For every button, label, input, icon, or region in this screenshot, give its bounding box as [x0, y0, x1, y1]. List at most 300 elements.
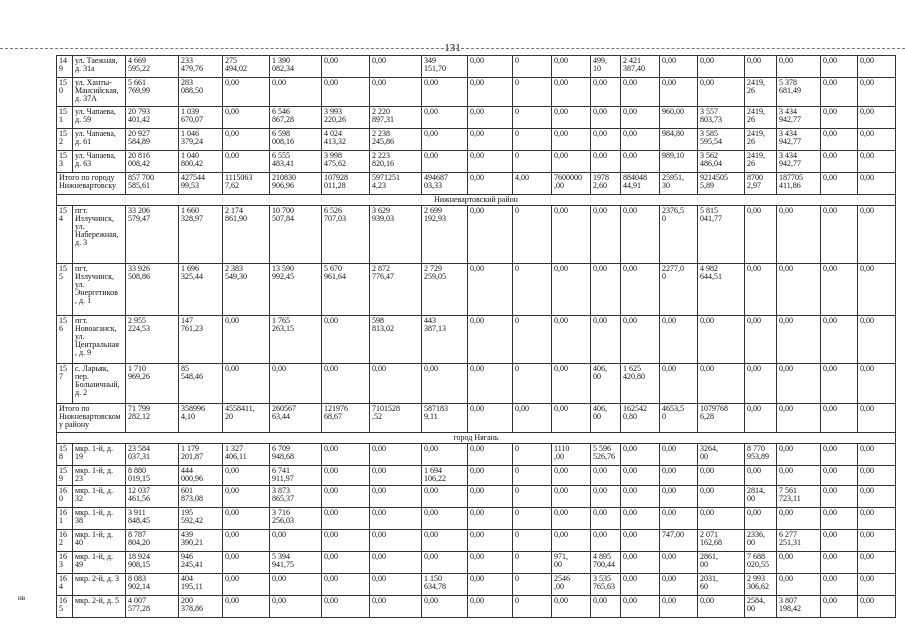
table-cell: 0 — [513, 444, 552, 466]
table-cell: 0,00 — [591, 107, 621, 129]
table-row — [57, 56, 896, 78]
table-cell: 1 696 325,44 — [179, 264, 223, 316]
table-cell: 0,00 — [370, 530, 422, 552]
table-cell: 0,00 — [821, 129, 858, 151]
table-cell: 0,00 — [422, 552, 468, 574]
table-cell: 0,00 — [322, 486, 370, 508]
table-cell: 0,00 — [745, 56, 777, 78]
table-cell: 2277,0 0 — [660, 264, 698, 316]
table-cell: ул. Ханты- Мансийская, д. 37А — [73, 78, 126, 107]
table-cell: 16 0 — [57, 486, 73, 508]
total-label: Итого по Нижневартовском у району — [57, 404, 126, 433]
table-cell: 7 561 723,11 — [777, 486, 821, 508]
table-cell: 20 927 584,89 — [126, 129, 179, 151]
section-title: Нижневартовский район — [57, 195, 896, 206]
table-cell: 85 548,46 — [179, 364, 223, 404]
table-cell: 5 815 041,77 — [698, 206, 745, 264]
table-cell: 260567 63,44 — [270, 404, 322, 433]
table-cell: 1079768 6,28 — [698, 404, 745, 433]
table-cell: 3 998 475,62 — [322, 151, 370, 173]
table-cell: 0,00 — [660, 508, 698, 530]
table-cell: ул. Таежная, д. 31а — [73, 56, 126, 78]
table-cell: 0,00 — [223, 78, 270, 107]
table-cell: 0,00 — [322, 574, 370, 596]
table-cell: 0,00 — [858, 552, 896, 574]
table-cell: мкр. 1-й, д. 49 — [73, 552, 126, 574]
table-cell: 8 083 902,14 — [126, 574, 179, 596]
table-cell: 2584, 00 — [745, 596, 777, 618]
table-cell: 1115063 7,62 — [223, 173, 270, 195]
table-cell: 0,00 — [698, 316, 745, 364]
table-cell: 4 007 577,28 — [126, 596, 179, 618]
table-cell: с. Ларьяк, пер. Больничный, д. 2 — [73, 364, 126, 404]
table-cell: 0,00 — [745, 404, 777, 433]
table-cell: 0,00 — [223, 466, 270, 486]
table-cell: 4653,5 0 — [660, 404, 698, 433]
section-title: город Нягань — [57, 433, 896, 444]
table-cell: 0,00 — [468, 508, 513, 530]
table-cell: 0,00 — [777, 574, 821, 596]
table-cell: 0,00 — [591, 206, 621, 264]
table-cell: 1 039 670,07 — [179, 107, 223, 129]
table-row — [57, 444, 896, 466]
table-cell: 2419, 26 — [745, 107, 777, 129]
table-cell: 2 955 224,53 — [126, 316, 179, 364]
table-cell: 5 596 526,76 — [591, 444, 621, 466]
table-cell: 1 625 420,80 — [621, 364, 660, 404]
table-cell: 0,00 — [370, 78, 422, 107]
table-cell: 601 873,08 — [179, 486, 223, 508]
table-cell: 0,00 — [777, 364, 821, 404]
table-cell: 4,00 — [513, 173, 552, 195]
table-cell: 494687 03,33 — [422, 173, 468, 195]
table-row — [57, 316, 896, 364]
table-cell: 2419, 26 — [745, 78, 777, 107]
table-cell: 1 046 379,24 — [179, 129, 223, 151]
table-cell: 0,00 — [660, 56, 698, 78]
table-cell: 2861, 00 — [698, 552, 745, 574]
table-row — [57, 466, 896, 486]
table-cell: 6 709 948,68 — [270, 444, 322, 466]
table-cell: 443 387,13 — [422, 316, 468, 364]
table-cell: 3 873 865,37 — [270, 486, 322, 508]
table-cell: 0,00 — [370, 56, 422, 78]
table-cell: 857 700 585,61 — [126, 173, 179, 195]
table-row — [57, 364, 896, 404]
table-cell: 1 040 800,42 — [179, 151, 223, 173]
table-cell: 349 151,70 — [422, 56, 468, 78]
table-cell: 0,00 — [621, 552, 660, 574]
table-cell: 0 — [513, 552, 552, 574]
table-cell: 200 378,86 — [179, 596, 223, 618]
table-cell: 0,00 — [621, 78, 660, 107]
table-cell: 0,00 — [698, 78, 745, 107]
table-cell: 13 590 992,45 — [270, 264, 322, 316]
table-cell: 0,00 — [858, 530, 896, 552]
table-row — [57, 530, 896, 552]
table-cell: 0,00 — [698, 596, 745, 618]
table-cell: 0,00 — [370, 508, 422, 530]
table-cell: 960,00 — [660, 107, 698, 129]
table-row — [57, 264, 896, 316]
table-cell: 0,00 — [468, 173, 513, 195]
table-cell: 0,00 — [322, 530, 370, 552]
table-cell: 0,00 — [223, 129, 270, 151]
table-cell: 0,00 — [468, 466, 513, 486]
table-cell: 5 378 681,49 — [777, 78, 821, 107]
table-cell: 0,00 — [223, 530, 270, 552]
table-cell: 0,00 — [370, 364, 422, 404]
table-cell: 10 700 507,84 — [270, 206, 322, 264]
table-cell: ул. Чапаева, д. 63 — [73, 151, 126, 173]
table-cell: 6 598 008,16 — [270, 129, 322, 151]
table-cell: 2 220 897,31 — [370, 107, 422, 129]
table-cell: 5 670 961,64 — [322, 264, 370, 316]
table-cell: 0,00 — [821, 596, 858, 618]
table-cell: 0,00 — [621, 444, 660, 466]
table-cell: 1 660 328,97 — [179, 206, 223, 264]
table-cell: 0,00 — [698, 466, 745, 486]
table-cell: 0,00 — [858, 129, 896, 151]
table-cell: 0,00 — [591, 316, 621, 364]
table-cell: 0,00 — [821, 173, 858, 195]
table-cell: 0,00 — [821, 56, 858, 78]
table-cell: 0,00 — [777, 552, 821, 574]
table-cell: 0,00 — [821, 486, 858, 508]
table-cell: 0,00 — [322, 56, 370, 78]
table-cell: 0,00 — [468, 78, 513, 107]
table-cell: 0,00 — [468, 404, 513, 433]
table-cell: 0,00 — [270, 78, 322, 107]
table-cell: 0,00 — [322, 552, 370, 574]
table-cell: 0,00 — [858, 173, 896, 195]
table-cell: 233 479,76 — [179, 56, 223, 78]
table-cell: 3 434 942,77 — [777, 107, 821, 129]
table-cell: 0,00 — [270, 530, 322, 552]
table-cell: 427544 99,53 — [179, 173, 223, 195]
table-cell: 0,00 — [858, 151, 896, 173]
table-cell: 0,00 — [858, 466, 896, 486]
table-cell: 15 8 — [57, 444, 73, 466]
table-cell: 2 238 245,86 — [370, 129, 422, 151]
table-cell: 3 911 848,45 — [126, 508, 179, 530]
table-cell: 0,00 — [370, 444, 422, 466]
table-cell: 971, 00 — [552, 552, 591, 574]
table-cell: 0,00 — [422, 78, 468, 107]
table-cell: 0,00 — [777, 264, 821, 316]
table-cell: пгт. Новоаганск, ул. Центральная , д. 9 — [73, 316, 126, 364]
total-row — [57, 173, 896, 195]
table-cell: 0,00 — [698, 56, 745, 78]
table-cell: 0,00 — [468, 107, 513, 129]
table-cell: 0,00 — [621, 264, 660, 316]
table-cell: 0,00 — [552, 466, 591, 486]
table-cell: 0,00 — [223, 151, 270, 173]
table-cell: 2419, 26 — [745, 151, 777, 173]
footer-mark: нв — [18, 594, 26, 602]
table-cell: 0,00 — [422, 151, 468, 173]
table-cell: 0,00 — [745, 316, 777, 364]
table-cell: 6 555 483,41 — [270, 151, 322, 173]
table-cell: 0,00 — [745, 206, 777, 264]
table-cell: 0,00 — [660, 466, 698, 486]
table-cell: 0,00 — [821, 574, 858, 596]
table-cell: 0,00 — [777, 404, 821, 433]
table-cell: 2 993 306,62 — [745, 574, 777, 596]
table-cell: 0 — [513, 151, 552, 173]
table-cell: мкр. 1-й, д. 32 — [73, 486, 126, 508]
table-cell: 406, 00 — [591, 364, 621, 404]
table-cell: 0,00 — [821, 316, 858, 364]
table-cell: 15 0 — [57, 78, 73, 107]
table-cell: 0,00 — [745, 364, 777, 404]
header-rule — [0, 48, 905, 49]
table-row — [57, 206, 896, 264]
table-cell: 0,00 — [223, 107, 270, 129]
table-cell: 0,00 — [858, 486, 896, 508]
total-label: Итого по городу Нижневартовску — [57, 173, 126, 195]
table-row — [57, 508, 896, 530]
table-cell: 107928 011,28 — [322, 173, 370, 195]
table-cell: 0,00 — [552, 129, 591, 151]
table-cell: 0,00 — [223, 486, 270, 508]
table-row — [57, 486, 896, 508]
table-cell: 984,80 — [660, 129, 698, 151]
table-cell: 15 2 — [57, 129, 73, 151]
table-cell: мкр. 1-й, д. 40 — [73, 530, 126, 552]
table-cell: 0,00 — [552, 206, 591, 264]
table-cell: 0,00 — [621, 574, 660, 596]
table-cell: 25951, 30 — [660, 173, 698, 195]
table-cell: 0,00 — [422, 530, 468, 552]
table-cell: 0,00 — [591, 596, 621, 618]
table-cell: 0,00 — [591, 508, 621, 530]
table-cell: 0,00 — [660, 552, 698, 574]
table-cell: 0,00 — [858, 264, 896, 316]
table-cell: 747,00 — [660, 530, 698, 552]
table-cell: 6 526 707,03 — [322, 206, 370, 264]
table-cell: 0,00 — [591, 151, 621, 173]
table-cell: 0,00 — [468, 129, 513, 151]
table-cell: 0,00 — [468, 530, 513, 552]
table-cell: 4 024 413,32 — [322, 129, 370, 151]
table-cell: 0,00 — [621, 596, 660, 618]
table-cell: 0,00 — [621, 206, 660, 264]
table-cell: 4 982 644,51 — [698, 264, 745, 316]
table-cell: 3 562 486,04 — [698, 151, 745, 173]
table-cell: 0,00 — [858, 107, 896, 129]
table-cell: 0,00 — [777, 444, 821, 466]
table-cell: 0,00 — [821, 552, 858, 574]
table-cell: 16 2 — [57, 530, 73, 552]
table-cell: 0,00 — [698, 508, 745, 530]
table-row — [57, 552, 896, 574]
table-cell: 0,00 — [621, 486, 660, 508]
table-cell: 0,00 — [621, 508, 660, 530]
table-cell: 1 179 201,87 — [179, 444, 223, 466]
table-cell: 0 — [513, 264, 552, 316]
table-cell: 0,00 — [745, 508, 777, 530]
table-cell: 884048 44,91 — [621, 173, 660, 195]
table-cell: 0,00 — [698, 486, 745, 508]
table-cell: 5971251 4,23 — [370, 173, 422, 195]
table-cell: 0,00 — [223, 508, 270, 530]
table-cell: 2 872 776,47 — [370, 264, 422, 316]
data-table — [56, 55, 896, 618]
table-cell: 0 — [513, 574, 552, 596]
table-cell: 0,00 — [223, 316, 270, 364]
table-cell: 0,00 — [660, 364, 698, 404]
table-cell: 0,00 — [552, 508, 591, 530]
table-cell: 0,00 — [858, 206, 896, 264]
table-cell: 275 494,02 — [223, 56, 270, 78]
table-cell: 0,00 — [552, 404, 591, 433]
table-cell: 0 — [513, 486, 552, 508]
table-cell: 3 557 803,73 — [698, 107, 745, 129]
table-cell: 2419, 26 — [745, 129, 777, 151]
table-cell: 0,00 — [370, 596, 422, 618]
table-cell: 0,00 — [621, 530, 660, 552]
table-cell: 14 9 — [57, 56, 73, 78]
table-cell: 16 5 — [57, 596, 73, 618]
table-cell: 0 — [513, 316, 552, 364]
table-cell: 0 — [513, 508, 552, 530]
table-cell: 0,00 — [422, 107, 468, 129]
table-cell: 0,00 — [552, 486, 591, 508]
table-cell: пгт. Излучинск, ул. Набережная, д. 3 — [73, 206, 126, 264]
table-cell: 0,00 — [821, 466, 858, 486]
table-cell: 587183 9,11 — [422, 404, 468, 433]
table-cell: 2376,5 0 — [660, 206, 698, 264]
table-cell: 6 546 867,28 — [270, 107, 322, 129]
table-cell: 3 807 198,42 — [777, 596, 821, 618]
table-cell: 0,00 — [468, 264, 513, 316]
table-cell: 3264, 00 — [698, 444, 745, 466]
table-cell: 162542 0,80 — [621, 404, 660, 433]
table-cell: 4 669 595,22 — [126, 56, 179, 78]
table-cell: 0 — [513, 78, 552, 107]
table-cell: 20 793 401,42 — [126, 107, 179, 129]
table-cell: 0,00 — [660, 444, 698, 466]
table-cell: 0,00 — [468, 552, 513, 574]
table-cell: 0,00 — [552, 316, 591, 364]
table-cell: 0,00 — [591, 78, 621, 107]
table-cell: 3 629 939,03 — [370, 206, 422, 264]
table-cell: 8 787 804,20 — [126, 530, 179, 552]
table-cell: 0,00 — [858, 404, 896, 433]
table-cell: 2 383 549,30 — [223, 264, 270, 316]
table-cell: 0,00 — [821, 107, 858, 129]
table-cell: 33 206 579,47 — [126, 206, 179, 264]
table-cell: 15 6 — [57, 316, 73, 364]
table-cell: 33 926 508,86 — [126, 264, 179, 316]
table-cell: 2 071 162,68 — [698, 530, 745, 552]
table-cell: 0,00 — [858, 444, 896, 466]
table-cell: пгт. Излучинск, ул. Энергетиков , д. 1 — [73, 264, 126, 316]
table-cell: 3 716 256,03 — [270, 508, 322, 530]
table-cell: 0,00 — [322, 364, 370, 404]
table-cell: 1 390 082,34 — [270, 56, 322, 78]
table-cell: мкр. 1-й, д. 23 — [73, 466, 126, 486]
total-row — [57, 404, 896, 433]
section-row — [57, 195, 896, 206]
table-cell: 598 813,02 — [370, 316, 422, 364]
table-cell: 1 694 106,22 — [422, 466, 468, 486]
table-cell: 0,00 — [322, 466, 370, 486]
table-cell: 6 741 911,97 — [270, 466, 322, 486]
table-cell: 0,00 — [821, 508, 858, 530]
table-cell: 4 895 700,44 — [591, 552, 621, 574]
table-cell: 0,00 — [591, 466, 621, 486]
table-cell: 1 710 969,26 — [126, 364, 179, 404]
table-cell: 0,00 — [422, 364, 468, 404]
table-cell: 7101528 ,52 — [370, 404, 422, 433]
table-cell: 0,00 — [660, 596, 698, 618]
table-cell: 2 223 820,16 — [370, 151, 422, 173]
table-cell: 1110 ,00 — [552, 444, 591, 466]
table-cell: 5 394 941,75 — [270, 552, 322, 574]
table-cell: мкр. 2-й, д. 3 — [73, 574, 126, 596]
table-cell: 0,00 — [777, 206, 821, 264]
table-cell: 0 — [513, 466, 552, 486]
table-cell: 2 174 861,90 — [223, 206, 270, 264]
table-cell: 1978 2,60 — [591, 173, 621, 195]
table-cell: 0,00 — [745, 264, 777, 316]
table-cell: 2336, 00 — [745, 530, 777, 552]
table-cell: 0,00 — [745, 466, 777, 486]
table-cell: 0,00 — [422, 486, 468, 508]
table-cell: 15 7 — [57, 364, 73, 404]
table-cell: 8 880 019,15 — [126, 466, 179, 486]
table-row — [57, 129, 896, 151]
table-row — [57, 107, 896, 129]
table-cell: 0,00 — [322, 444, 370, 466]
table-cell: 0,00 — [370, 574, 422, 596]
table-cell: 0,00 — [821, 530, 858, 552]
table-cell: 187705 411,86 — [777, 173, 821, 195]
table-cell: 0,00 — [591, 486, 621, 508]
table-cell: 0,00 — [621, 107, 660, 129]
table-cell: 0,00 — [370, 486, 422, 508]
table-cell: 0 — [513, 56, 552, 78]
table-cell: 2814, 00 — [745, 486, 777, 508]
table-cell: 0,00 — [468, 486, 513, 508]
table-cell: 0,00 — [552, 78, 591, 107]
table-cell: 9214505 5,89 — [698, 173, 745, 195]
table-cell: 0,00 — [858, 56, 896, 78]
table-cell: 8 770 953,89 — [745, 444, 777, 466]
table-cell: 0,00 — [777, 316, 821, 364]
table-cell: 0 — [513, 129, 552, 151]
table-cell: 499, 10 — [591, 56, 621, 78]
table-cell: 7600000 ,00 — [552, 173, 591, 195]
table-cell: 0,00 — [468, 56, 513, 78]
table-cell: 2 729 259,05 — [422, 264, 468, 316]
table-cell: 3 434 942,77 — [777, 129, 821, 151]
table-cell: 15 4 — [57, 206, 73, 264]
table-cell: 23 584 037,31 — [126, 444, 179, 466]
table-cell: 0 — [513, 107, 552, 129]
table-cell: 3 434 942,77 — [777, 151, 821, 173]
table-cell: 0,00 — [821, 404, 858, 433]
table-cell: 0,00 — [468, 316, 513, 364]
table-cell: 0,00 — [660, 574, 698, 596]
table-cell: 15 3 — [57, 151, 73, 173]
table-row — [57, 78, 896, 107]
table-cell: 0,00 — [821, 206, 858, 264]
table-cell: 0,00 — [552, 107, 591, 129]
table-cell: 2031, 60 — [698, 574, 745, 596]
